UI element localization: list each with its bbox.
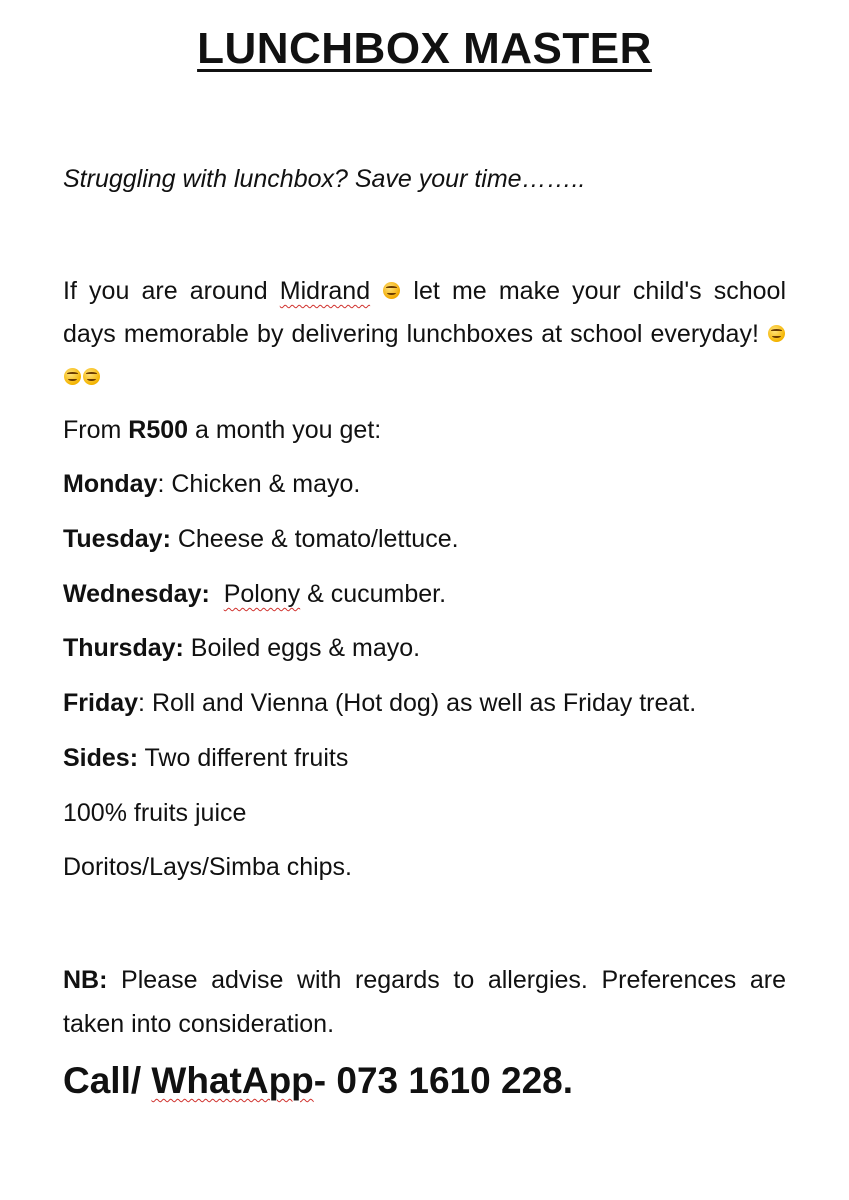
- meal-item-polony: Polony: [223, 580, 301, 608]
- price-prefix: From: [63, 416, 129, 444]
- spacer: [210, 580, 224, 608]
- sides-item: Two different fruits: [138, 744, 349, 772]
- price-suffix: a month you get:: [188, 416, 382, 444]
- separator: :: [157, 470, 172, 498]
- menu-thursday: [63, 634, 420, 663]
- intro-text-start: If you are around: [63, 277, 280, 305]
- hugging-face-icon: [383, 282, 400, 299]
- nb-text: Please advise with regards to allergies. Preferences are taken into consideration.: [63, 966, 786, 1038]
- meal-item: Cheese & tomato/lettuce.: [170, 525, 459, 553]
- intro-text-end: let me make your child's school days memorable by delivering lunchboxes at school everyday!: [63, 277, 787, 348]
- nb-label: NB:: [63, 966, 108, 994]
- day-label: Tuesday:: [63, 525, 171, 553]
- sides-label: Sides:: [63, 744, 139, 772]
- price-amount: R500: [128, 416, 189, 444]
- contact-app: WhatApp: [151, 1060, 314, 1101]
- extra-juice: 100% fruits juice: [63, 799, 247, 827]
- smiling-face-icon: [768, 325, 785, 342]
- menu-tuesday: [63, 525, 459, 554]
- nb-note: [63, 958, 786, 1046]
- contact-line: [63, 1060, 573, 1102]
- meal-item: & cucumber.: [300, 580, 447, 608]
- meal-item: Chicken & mayo.: [171, 470, 361, 498]
- flyer-title: LUNCHBOX MASTER: [197, 24, 652, 73]
- menu-friday: [63, 689, 696, 718]
- day-label: Wednesday:: [63, 580, 210, 608]
- contact-prefix: Call/: [63, 1060, 152, 1101]
- meal-item: Boiled eggs & mayo.: [183, 634, 421, 662]
- extra-chips: Doritos/Lays/Simba chips.: [63, 853, 353, 881]
- separator: :: [138, 689, 152, 717]
- contact-number: - 073 1610 228.: [313, 1060, 573, 1101]
- menu-wednesday: [63, 580, 446, 609]
- tagline: Struggling with lunchbox? Save your time……..: [63, 165, 586, 193]
- menu-monday: [63, 470, 360, 499]
- day-label: Friday: [63, 689, 139, 717]
- day-label: Thursday:: [63, 634, 184, 662]
- menu-sides: [63, 744, 348, 773]
- place-name: Midrand: [279, 277, 371, 305]
- smiling-face-icon: [83, 368, 100, 385]
- smiling-face-icon: [64, 368, 81, 385]
- meal-item: Roll and Vienna (Hot dog) as well as Friday treat.: [151, 689, 697, 717]
- intro-paragraph: [63, 270, 786, 399]
- price-line: [63, 416, 381, 445]
- day-label: Monday: [63, 470, 158, 498]
